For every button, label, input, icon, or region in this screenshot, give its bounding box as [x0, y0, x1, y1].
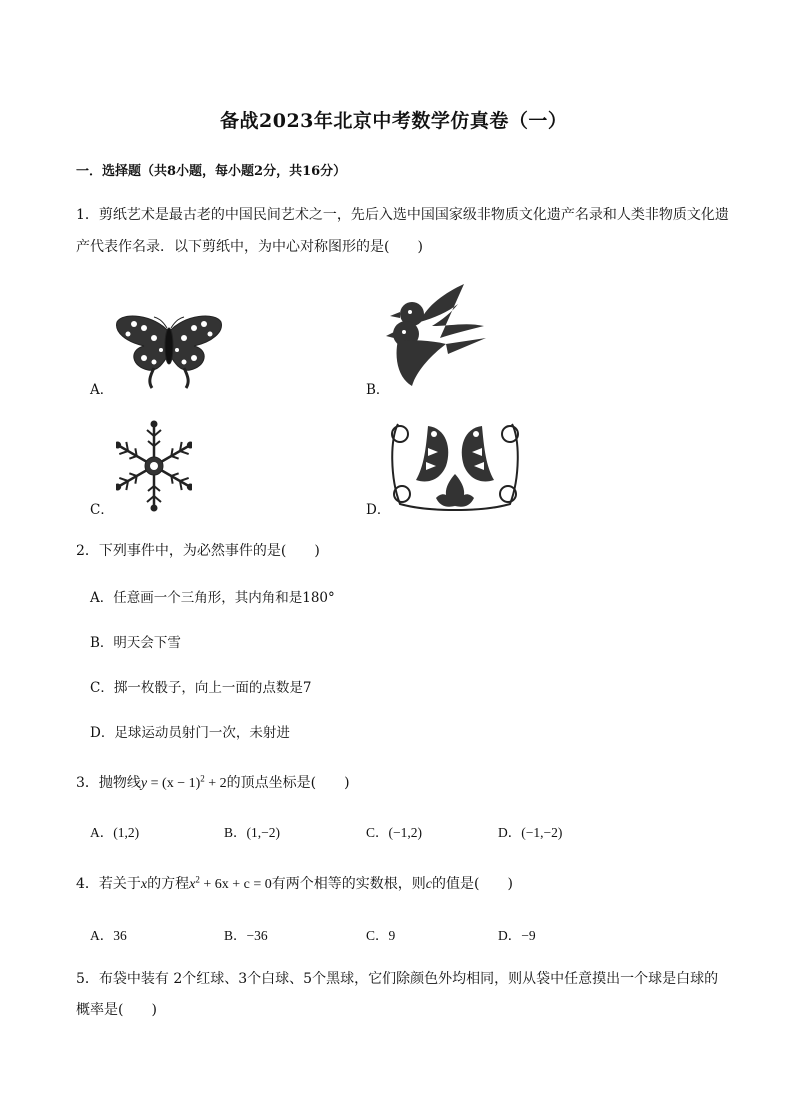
q4-equation: $x^2 + 6x + c = 0$ [189, 874, 272, 892]
q2-option-d: D．足球运动员射门一次，未射进 [90, 725, 290, 741]
q4-option-a: A．36 [90, 928, 127, 943]
q3-option-b: B．(1,−2) [224, 825, 280, 840]
q4-var-c: c [425, 877, 432, 892]
q3-suffix: 的顶点坐标是( ) [226, 775, 350, 791]
section-heading: 一．选择题（共8小题，每小题2分，共16分） [76, 164, 347, 179]
double-fish-papercut-image [388, 418, 522, 512]
q4-option-c: C．9 [366, 928, 396, 943]
question-2-stem: 2．下列事件中，为必然事件的是( ) [76, 543, 320, 559]
q2-option-a: A．任意画一个三角形，其内角和是180° [90, 590, 335, 606]
q4-option-d: D．−9 [498, 928, 536, 943]
q2-option-b: B．明天会下雪 [90, 635, 181, 651]
q3-prefix: 3．抛物线 [76, 775, 141, 791]
q4-var-x: x [140, 877, 148, 892]
q2-option-c: C．掷一枚骰子，向上一面的点数是7 [90, 680, 312, 696]
question-5-line-1: 5．布袋中装有 2个红球、3个白球、5个黑球，它们除颜色外均相同，则从袋中任意摸出一个球是白球的 [76, 971, 719, 987]
page-title: 备战2023年北京中考数学仿真卷（一） [220, 110, 568, 132]
q1-option-d-label: D． [366, 502, 391, 518]
q3-option-c: C．(−1,2) [366, 825, 422, 840]
question-4-stem: 4．若关于x的方程$x^2 + 6x + c = 0$有两个相等的实数根，则c的值是( ) [76, 874, 513, 892]
question-1-line-1: 1．剪纸艺术是最古老的中国民间艺术之一，先后入选中国国家级非物质文化遗产名录和人类非物质文化遗 [76, 207, 729, 223]
question-3-stem [76, 772, 350, 792]
swallow-papercut-image [386, 282, 490, 388]
snowflake-papercut-image [116, 420, 192, 512]
q3-option-a: A．(1,2) [90, 825, 140, 840]
question-5-line-2: 概率是( ) [76, 1002, 157, 1018]
q1-option-b-label: B． [366, 382, 390, 398]
q1-option-c-label: C． [90, 502, 114, 518]
q3-formula: $y = (x - 1)^2 + 2$ [140, 773, 227, 791]
q3-option-d: D．(−1,−2) [498, 825, 563, 840]
q4-option-b: B．−36 [224, 928, 268, 943]
butterfly-papercut-image [114, 312, 224, 390]
question-1-line-2: 产代表作名录．以下剪纸中，为中心对称图形的是( ) [76, 239, 423, 255]
q1-option-a-label: A． [90, 382, 114, 398]
